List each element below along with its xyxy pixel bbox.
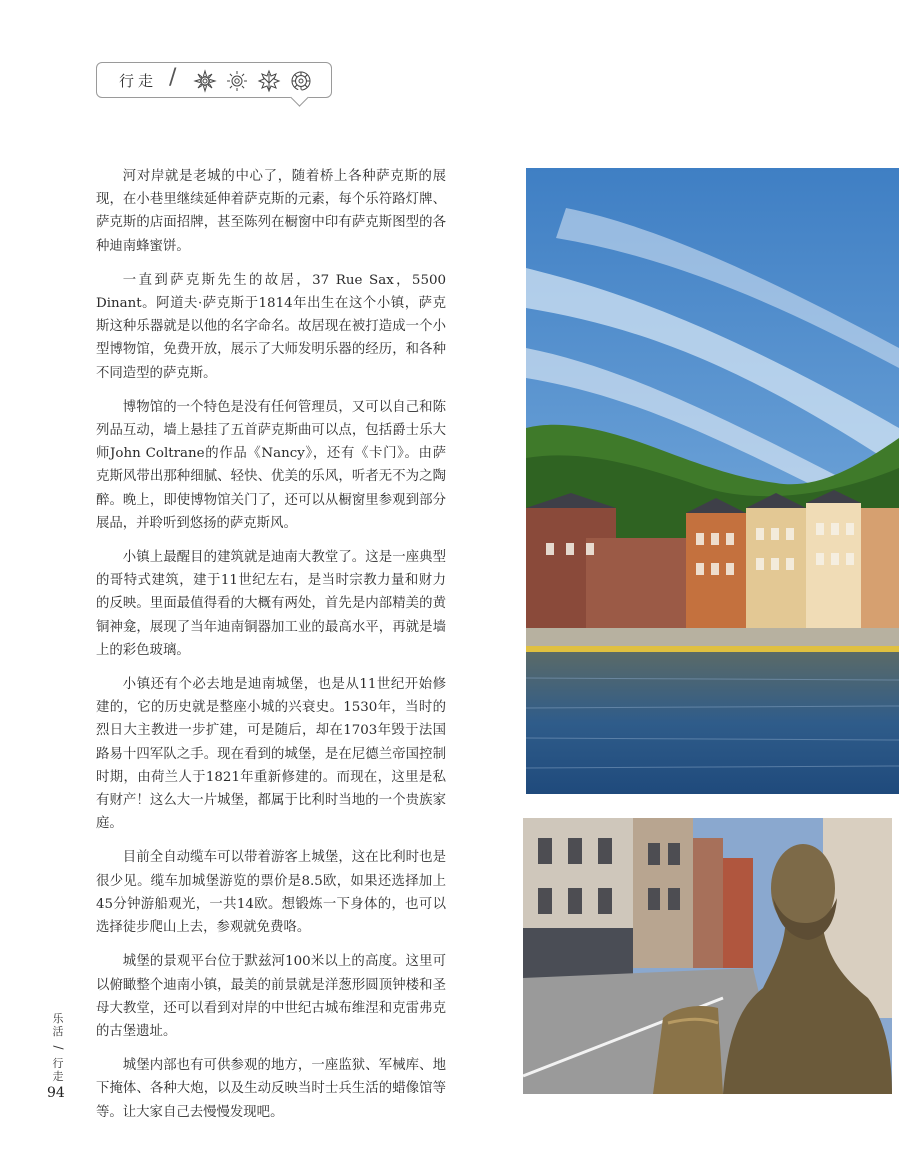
paragraph: 一直到萨克斯先生的故居，37 Rue Sax，5500 Dinant。阿道夫·萨克斯于1814年出生在这个小镇，萨克斯这种乐器就是以他的名字命名。故居现在被打造成一个小型博物馆，免费开放，展示了大师发明乐器的经历，和各种不同造型的萨克斯。 — [96, 272, 446, 381]
section-side-label — [50, 1012, 66, 1083]
header-icon-group — [193, 69, 313, 93]
paragraph: 城堡内部也有可供参观的地方，一座监狱、军械库、地下掩体、各种大炮，以及生动反映当时士兵生活的蜡像馆等等。让大家自己去慢慢发现吧。 — [96, 1058, 446, 1120]
paragraph: 城堡的景观平台位于默兹河100米以上的高度。这里可以俯瞰整个迪南小镇，最美的前景就是洋葱形圆顶钟楼和圣母大教堂，还可以看到对岸的中世纪古城布维涅和克雷弗克的古堡遗址。 — [96, 954, 446, 1039]
side-label-top: 乐活 — [52, 1012, 64, 1038]
side-label-separator: / — [51, 1045, 66, 1050]
article-body — [96, 165, 446, 1135]
photo-dinant-riverside — [526, 168, 899, 794]
photo-sax-statue — [523, 818, 892, 1094]
paragraph: 河对岸就是老城的中心了，随着桥上各种萨克斯的展现，在小巷里继续延伸着萨克斯的元素，每个乐符路灯牌、萨克斯的店面招牌，甚至陈列在橱窗中印有萨克斯图型的各种迪南蜂蜜饼。 — [96, 169, 446, 254]
sun-icon — [225, 69, 249, 93]
section-title: 行走 — [119, 72, 158, 90]
paragraph: 目前全自动缆车可以带着游客上城堡，这在比利时也是很少见。缆车加城堡游览的票价是8.5欧，如果还选择加上45分钟游船观光，一共14欧。想锻炼一下身体的，也可以选择徒步爬山上去，参观就免费咯。 — [96, 850, 446, 936]
section-header-tab — [96, 62, 332, 98]
leaf-icon — [257, 69, 281, 93]
paragraph: 小镇还有个必去地是迪南城堡，也是从11世纪开始修建的，它的历史就是整座小城的兴衰史。1530年，当时的烈日大主教进一步扩建，可是随后，却在1703年毁于法国路易十四军队之手。现在看到的城堡，是在尼德兰帝国控制时期，由荷兰人于1821年重新修建的。而现在，这里是私有财产！这么大一片城堡，都属于比利时当地的一个贵族家庭。 — [96, 677, 446, 832]
page-number: 94 — [47, 1085, 65, 1101]
paragraph: 小镇上最醒目的建筑就是迪南大教堂了。这是一座典型的哥特式建筑，建于11世纪左右，是当时宗教力量和财力的反映。里面最值得看的大概有两处，首先是内部精美的黄铜神龛，展现了当年迪南铜器加工业的最高水平，再就是墙上的彩色玻璃。 — [96, 550, 446, 658]
side-label-bottom: 行走 — [52, 1057, 64, 1083]
header-divider: / — [169, 65, 177, 90]
sunflower-icon — [193, 69, 217, 93]
paragraph: 博物馆的一个特色是没有任何管理员，又可以自己和陈列品互动，墙上悬挂了五首萨克斯曲可以点，包括爵士乐大师John Coltrane的作品《Nancy》，还有《卡门》。由萨克斯风带出那种细腻、轻快、优美的乐风，听者无不为之陶醉。晚上，即使博物馆关门了，还可以从橱窗里参观到部分展品，并聆听到悠扬的萨克斯风。 — [96, 399, 446, 531]
